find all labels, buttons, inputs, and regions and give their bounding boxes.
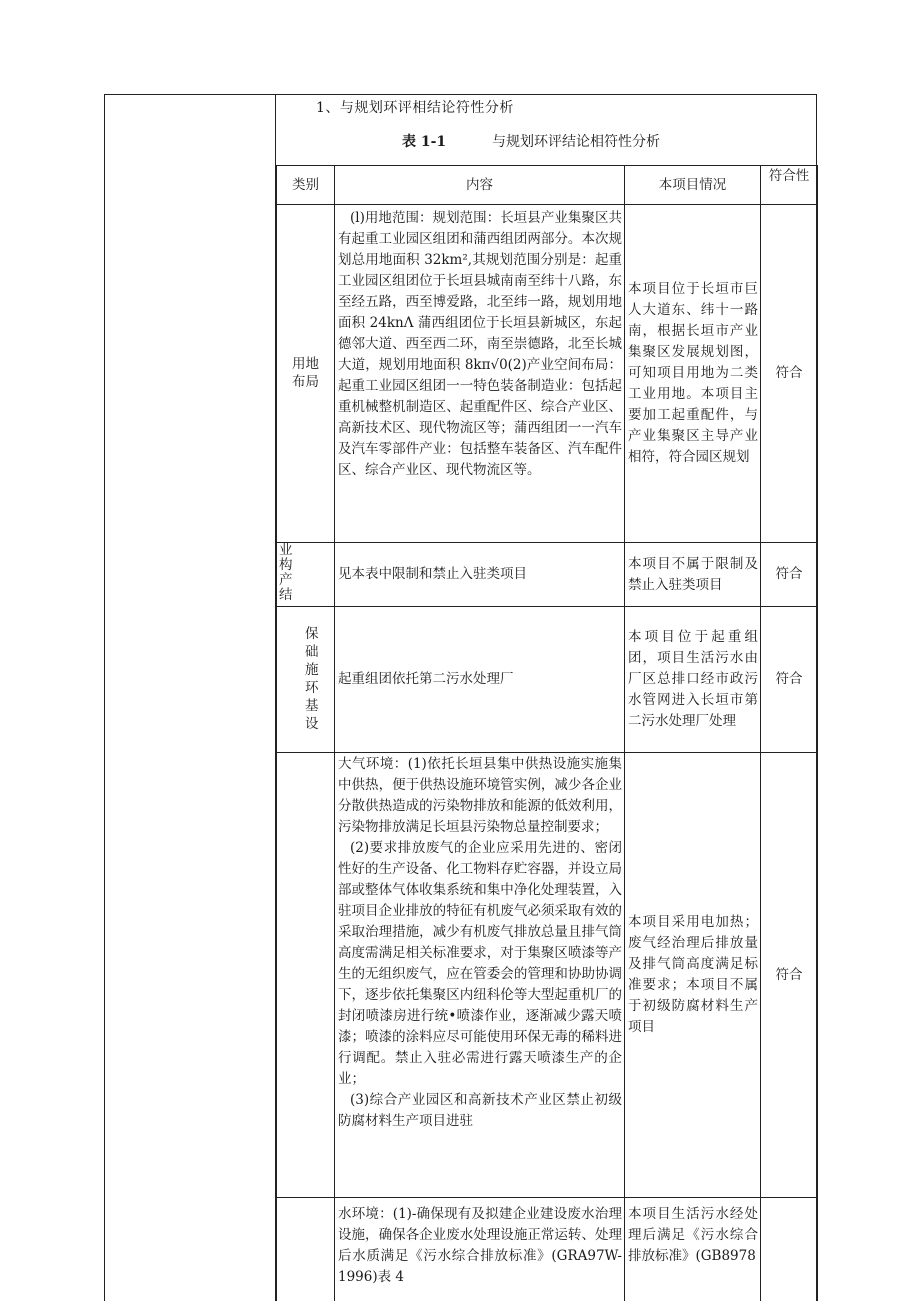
header-conformity: 符合性 — [761, 166, 818, 205]
row-project: 本项目位于长垣市巨人大道东、纬十一路南，根据长垣市产业集聚区发展规划图，可知项目用地为二类工业用地。本项目主要加工起重配件，与产业集聚区主导产业相符，符合园区规划 — [625, 205, 761, 543]
header-content: 内容 — [335, 166, 625, 205]
row-project: 本项目生活污水经处理后满足《污水综合排放标准》(GB8978 — [625, 1198, 761, 1301]
table-number: 表 1-1 — [402, 134, 447, 150]
row-content: 见本表中限制和禁止入驻类项目 — [335, 543, 625, 607]
table-header-row — [277, 166, 818, 205]
row-content: 水环境：(1)-确保现有及拟建企业建设废水治理设施，确保各企业废水处理设施正常运转、处理后水质满足《污水综合排放标准》(GRA97W-1996)表 4 — [335, 1198, 625, 1301]
table-row — [277, 205, 818, 543]
row-content: 起重组团依托第二污水处理厂 — [335, 607, 625, 753]
table-row — [277, 607, 818, 753]
table-row — [277, 753, 818, 1198]
row-conformity: 符合 — [761, 607, 818, 753]
content-paragraph: 大气环境：(1)依托长垣县集中供热设施实施集中供热，便于供热设施环境管实例，减少各企业分散供热造成的污染物排放和能源的低效利用，污染物排放满足长垣县污染物总量控制要求； — [338, 756, 622, 835]
conformity-table — [276, 165, 818, 1301]
row-conformity: 符合 — [761, 543, 818, 607]
row-category: 保础施环基设 — [277, 607, 335, 753]
content-paragraph: (3)综合产业园区和高新技术产业区禁止初级防腐材料生产项目进驻 — [338, 1092, 622, 1129]
header-category: 类别 — [277, 166, 335, 205]
left-blank-column — [104, 94, 276, 1301]
row-category — [277, 753, 335, 1198]
row-category: 用地布局 — [277, 205, 335, 543]
table-name: 与规划环评结论相符性分析 — [492, 134, 660, 150]
row-project: 本项目不属于限制及禁止入驻类项目 — [625, 543, 761, 607]
row-conformity — [761, 1198, 818, 1301]
header-project: 本项目情况 — [625, 166, 761, 205]
row-content — [335, 753, 625, 1198]
section-heading: 1、与规划环评相结论符性分析 — [316, 100, 514, 116]
row-project: 本项目位于起重组团，项目生活污水由厂区总排口经市政污水管网进入长垣市第二污水处理厂处理 — [625, 607, 761, 753]
table-row — [277, 543, 818, 607]
row-content: (l)用地范围：规划范围：长垣县产业集聚区共有起重工业园区组团和蒲西组团两部分。本次规划总用地面积 32km²,其规划范围分别是：起重工业园区组团位于长垣县城南南至纬十八路，东至经五路，西至博爱路，北至纬一路，规划用地面积 24knΛ 蒲西组团位于长垣县新城区，东起德邻大道、西至西二环，南至崇德路，北至长城大道，规划用地面积 8kπ√0(2)产业空间布局：起重工业园区组团一一特色装备制造业：包括起重机械整机制造区、起重配件区、综合产业区、高新技术区、现代物流区等；蒲西组团一一汽车及汽车零部件产业：包括整车装备区、汽车配件区、综合产业区、现代物流区等。 — [335, 205, 625, 543]
row-project: 本项目采用电加热；废气经治理后排放量及排气筒高度满足标准要求；本项目不属于初级防腐材料生产项目 — [625, 753, 761, 1198]
table-row — [277, 1198, 818, 1301]
row-category — [277, 1198, 335, 1301]
row-conformity: 符合 — [761, 753, 818, 1198]
row-category: 业构产结 — [277, 543, 335, 607]
content-paragraph: (2)要求排放废气的企业应采用先进的、密闭性好的生产设备、化工物料存贮容器，并设立局部或整体气体收集系统和集中净化处理装置，入驻项目企业排放的特征有机废气必须采取有效的采取治理措施，减少有机废气排放总量且排气筒高度需满足相关标准要求，对于集聚区喷漆等产生的无组织废气，应在管委会的管理和协助协调下，逐步依托集聚区内纽科伦等大型起重机厂的封闭喷漆房进行统•喷漆作业，逐渐减少露天喷漆；喷漆的涂料应尽可能使用环保无毒的稀料进行调配。禁止入驻必需进行露天喷漆生产的企业； — [338, 840, 622, 1087]
row-conformity: 符合 — [761, 205, 818, 543]
